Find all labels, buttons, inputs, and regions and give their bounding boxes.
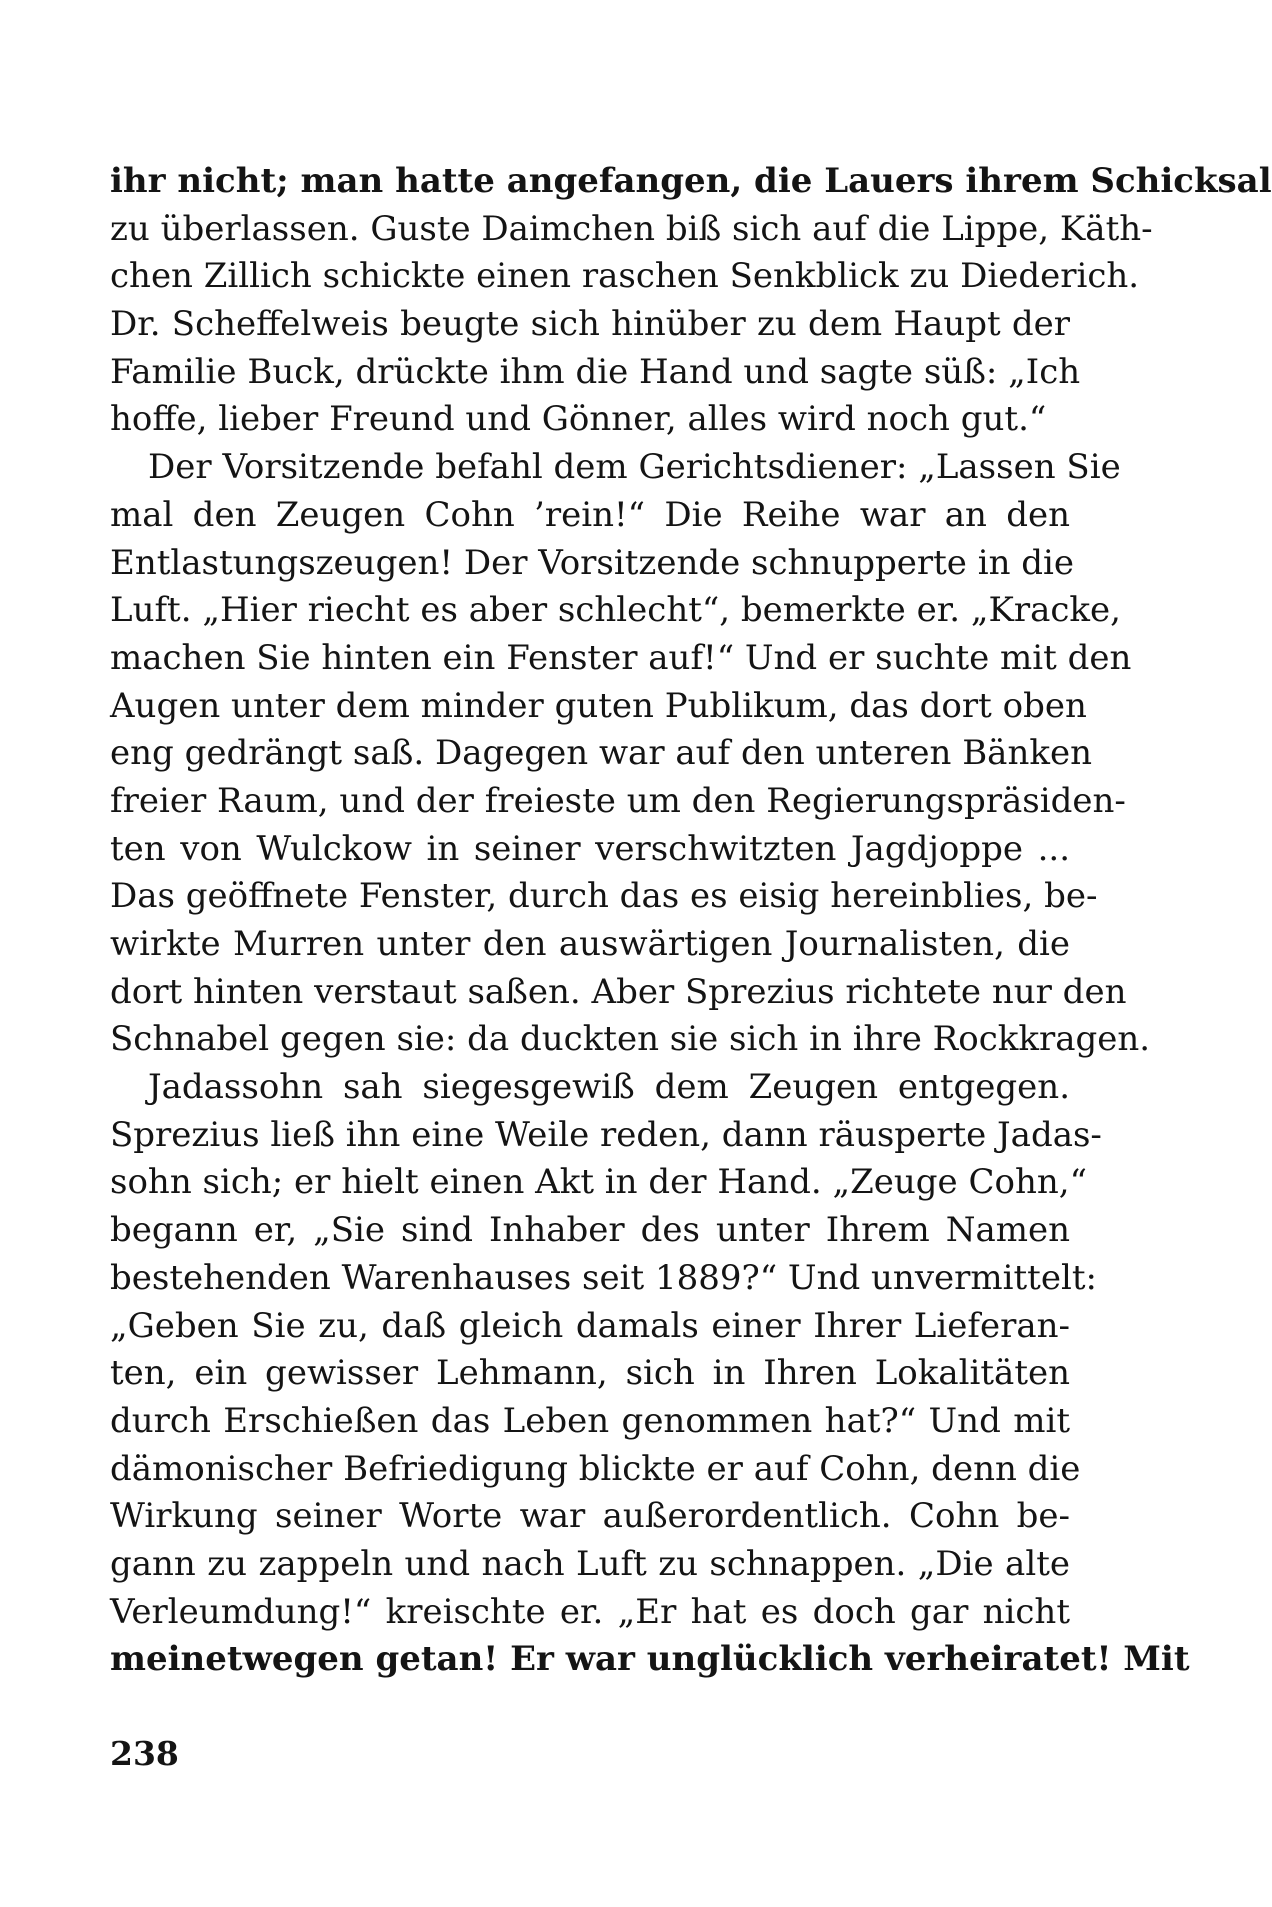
text-line: mal den Zeugen Cohn ’rein!“ Die Reihe war an den <box>110 494 1070 535</box>
text-line: sohn sich; er hielt einen Akt in der Hand. „Zeuge Cohn,“ <box>110 1162 1087 1203</box>
text-line: gann zu zappeln und nach Luft zu schnappen. „Die alte <box>110 1543 1070 1584</box>
text-line: chen Zillich schickte einen raschen Senkblick zu Diederich. <box>110 256 1140 297</box>
text-line: Schnabel gegen sie: da duckten sie sich in ihre Rockkragen. <box>110 1019 1151 1060</box>
text-line: Verleumdung!“ kreischte er. „Er hat es doch gar nicht <box>110 1591 1070 1632</box>
text-line: eng gedrängt saß. Dagegen war auf den unteren Bänken <box>110 733 1092 774</box>
text-line: Wirkung seiner Worte war außerordentlich. Cohn be- <box>110 1496 1070 1537</box>
text-line: freier Raum, und der freieste um den Regierungspräsiden- <box>110 780 1126 821</box>
text-line: meinetwegen getan! Er war unglücklich verheiratet! Mit <box>110 1639 1190 1680</box>
text-line: ihr nicht; man hatte angefangen, die Lauers ihrem Schicksal <box>110 161 1272 201</box>
text-line: Das geöffnete Fenster, durch das es eisig hereinblies, be- <box>110 876 1098 917</box>
text-line: Sprezius ließ ihn eine Weile reden, dann räusperte Jadas- <box>110 1114 1102 1155</box>
text-line: hoffe, lieber Freund und Gönner, alles wird noch gut.“ <box>110 399 1047 440</box>
text-line: bestehenden Warenhauses seit 1889?“ Und unvermittelt: <box>110 1257 1097 1298</box>
text-line: Jadassohn sah siegesgewiß dem Zeugen entgegen. <box>148 1067 1070 1108</box>
text-line: dort hinten verstaut saßen. Aber Sprezius richtete nur den <box>110 971 1127 1012</box>
text-line: Entlastungszeugen! Der Vorsitzende schnupperte in die <box>110 542 1075 583</box>
text-line: Augen unter dem minder guten Publikum, das dort oben <box>110 685 1087 726</box>
text-line: Der Vorsitzende befahl dem Gerichtsdiener: „Lassen Sie <box>148 447 1121 488</box>
text-line: machen Sie hinten ein Fenster auf!“ Und er suchte mit den <box>110 637 1132 678</box>
body-text <box>110 158 1272 1684</box>
text-line: ten, ein gewisser Lehmann, sich in Ihren Lokalitäten <box>110 1353 1070 1394</box>
text-line: dämonischer Befriedigung blickte er auf Cohn, denn die <box>110 1448 1081 1489</box>
text-line: begann er, „Sie sind Inhaber des unter Ihrem Namen <box>110 1210 1070 1251</box>
text-line: Dr. Scheffelweis beugte sich hinüber zu dem Haupt der <box>110 304 1070 345</box>
text-line: durch Erschießen das Leben genommen hat?“ Und mit <box>110 1400 1070 1441</box>
text-line: Luft. „Hier riecht es aber schlecht“, bemerkte er. „Kracke, <box>110 590 1121 631</box>
text-line: „Geben Sie zu, daß gleich damals einer Ihrer Lieferan- <box>110 1305 1070 1346</box>
text-line: zu überlassen. Guste Daimchen biß sich auf die Lippe, Käth- <box>110 208 1153 249</box>
text-line: ten von Wulckow in seiner verschwitzten Jagdjoppe ... <box>110 828 1070 869</box>
text-line: Familie Buck, drückte ihm die Hand und sagte süß: „Ich <box>110 351 1081 392</box>
page-number: 238 <box>110 1734 179 1773</box>
text-line: wirkte Murren unter den auswärtigen Journalisten, die <box>110 924 1070 964</box>
